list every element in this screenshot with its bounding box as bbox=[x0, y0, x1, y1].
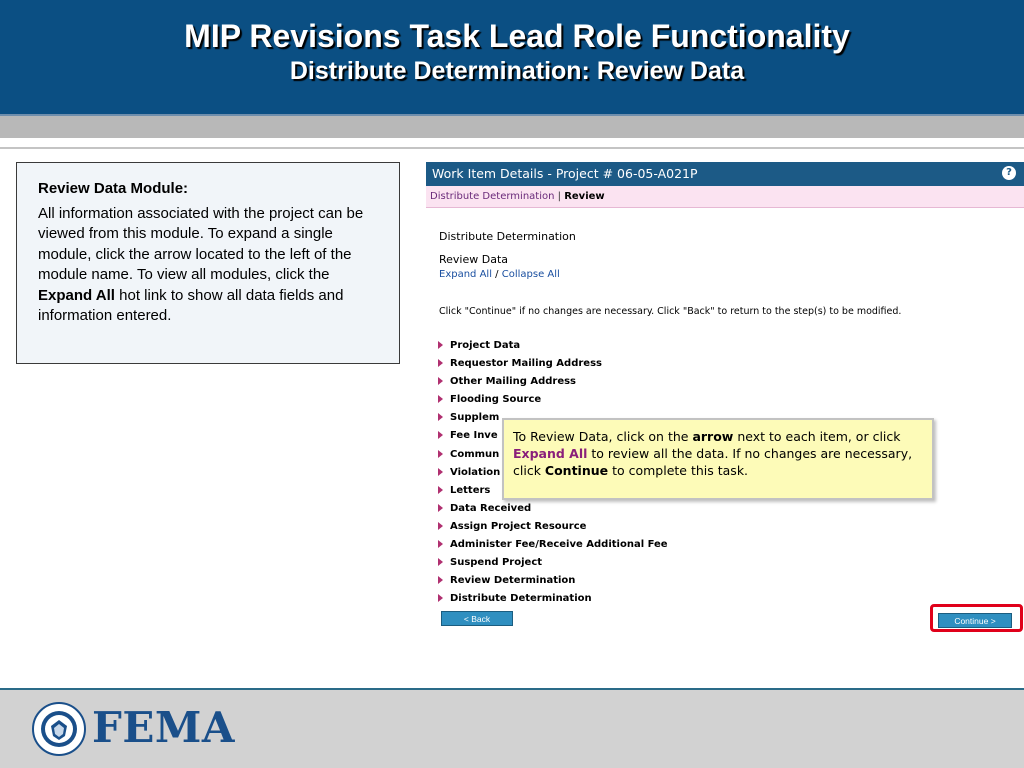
callout-bold-arrow: arrow bbox=[692, 429, 734, 444]
slide-header bbox=[0, 0, 1024, 116]
link-separator: / bbox=[495, 269, 499, 280]
expand-arrow-icon[interactable] bbox=[438, 359, 443, 367]
module-item[interactable] bbox=[438, 373, 668, 391]
dhs-seal-icon bbox=[32, 702, 86, 756]
breadcrumb bbox=[426, 186, 1024, 208]
work-item-details-panel bbox=[426, 162, 1024, 632]
expand-arrow-icon[interactable] bbox=[438, 450, 443, 458]
back-button[interactable]: < Back bbox=[441, 611, 513, 626]
callout-text-1: To Review Data, click on the bbox=[513, 429, 693, 444]
breadcrumb-separator: | bbox=[557, 191, 562, 202]
expand-arrow-icon[interactable] bbox=[438, 341, 443, 349]
module-label: Assign Project Resource bbox=[450, 520, 587, 532]
expand-all-link[interactable]: Expand All bbox=[439, 269, 492, 280]
module-item[interactable] bbox=[438, 518, 668, 536]
expand-arrow-icon[interactable] bbox=[438, 431, 443, 439]
note-title: Review Data Module: bbox=[38, 180, 189, 197]
note-body-bold: Expand All bbox=[38, 286, 115, 304]
expand-arrow-icon[interactable] bbox=[438, 486, 443, 494]
instruction-text: Click "Continue" if no changes are necessary. Click "Back" to return to the step(s) to be modified. bbox=[439, 306, 902, 317]
module-item[interactable] bbox=[438, 572, 668, 590]
module-label: Distribute Determination bbox=[450, 593, 592, 605]
expand-arrow-icon[interactable] bbox=[438, 522, 443, 530]
expand-arrow-icon[interactable] bbox=[438, 395, 443, 403]
note-body-text-2: hot link to show all data fields and information entered. bbox=[38, 286, 344, 324]
section-heading: Distribute Determination bbox=[439, 230, 576, 243]
note-box bbox=[16, 162, 400, 364]
breadcrumb-current: Review bbox=[564, 191, 605, 202]
expand-collapse-links bbox=[439, 269, 560, 280]
module-label: Violation bbox=[450, 466, 501, 478]
review-data-label: Review Data bbox=[439, 253, 509, 266]
header-divider bbox=[0, 147, 1024, 149]
help-icon[interactable]: ? bbox=[1002, 166, 1016, 180]
note-body bbox=[38, 204, 383, 327]
module-label: Administer Fee/Receive Additional Fee bbox=[450, 539, 668, 551]
window-title: Work Item Details - Project # 06-05-A021P bbox=[432, 166, 698, 181]
expand-arrow-icon[interactable] bbox=[438, 377, 443, 385]
module-label: Data Received bbox=[450, 502, 532, 514]
continue-button[interactable]: Continue > bbox=[938, 613, 1012, 628]
callout-text-4: to complete this task. bbox=[608, 463, 749, 478]
module-label: Review Determination bbox=[450, 575, 576, 587]
breadcrumb-parent[interactable]: Distribute Determination bbox=[430, 191, 555, 202]
expand-arrow-icon[interactable] bbox=[438, 558, 443, 566]
slide-subtitle: Distribute Determination: Review Data bbox=[289, 57, 745, 85]
instruction-callout bbox=[502, 418, 934, 500]
module-item[interactable] bbox=[438, 536, 668, 554]
module-item[interactable] bbox=[438, 590, 668, 608]
expand-arrow-icon[interactable] bbox=[438, 594, 443, 602]
module-label: Commun bbox=[450, 448, 500, 460]
module-item[interactable] bbox=[438, 554, 668, 572]
expand-arrow-icon[interactable] bbox=[438, 504, 443, 512]
expand-arrow-icon[interactable] bbox=[438, 413, 443, 421]
slide-title: MIP Revisions Task Lead Role Functionality bbox=[184, 18, 850, 54]
module-label: Suspend Project bbox=[450, 557, 543, 569]
window-titlebar bbox=[426, 162, 1024, 186]
fema-logo-text: FEMA bbox=[92, 703, 235, 752]
header-gray-band bbox=[0, 116, 1024, 138]
expand-arrow-icon[interactable] bbox=[438, 468, 443, 476]
module-item[interactable] bbox=[438, 391, 668, 409]
module-label: Other Mailing Address bbox=[450, 376, 577, 388]
module-item[interactable] bbox=[438, 337, 668, 355]
callout-expand-all: Expand All bbox=[513, 446, 588, 461]
callout-bold-continue: Continue bbox=[544, 463, 609, 478]
note-body-text-1: All information associated with the project can be viewed from this module. To expand a single module, click the arrow located to the left of the module name. To view all modules, click the bbox=[38, 204, 364, 283]
module-label: Flooding Source bbox=[450, 394, 542, 406]
collapse-all-link[interactable]: Collapse All bbox=[501, 269, 560, 280]
module-label: Project Data bbox=[450, 340, 521, 351]
expand-arrow-icon[interactable] bbox=[438, 576, 443, 584]
continue-highlight-box bbox=[930, 604, 1023, 632]
module-item[interactable] bbox=[438, 355, 668, 373]
module-label: Letters bbox=[450, 484, 491, 496]
module-label: Supplem bbox=[450, 412, 500, 424]
module-label: Fee Inve bbox=[450, 430, 498, 442]
expand-arrow-icon[interactable] bbox=[438, 540, 443, 548]
module-label: Requestor Mailing Address bbox=[450, 358, 602, 370]
callout-text-2: next to each item, or click bbox=[733, 429, 901, 444]
callout-text-3: to review all the data. If no changes are necessary, click bbox=[513, 446, 913, 478]
module-item[interactable] bbox=[438, 500, 668, 518]
